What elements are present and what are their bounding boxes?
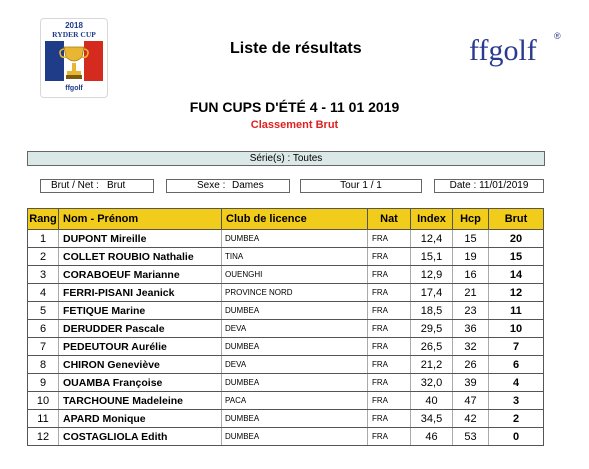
ffgolf-logo: ffgolf: [469, 34, 537, 67]
club-name: TINA: [222, 248, 368, 266]
hcp-value: 53: [453, 428, 489, 446]
index-value: 15,1: [411, 248, 453, 266]
nationality: FRA: [368, 230, 411, 248]
club-name: DUMBEA: [222, 428, 368, 446]
ryder-cup-logo: [40, 18, 108, 98]
table-row: [28, 338, 544, 356]
nationality: FRA: [368, 410, 411, 428]
index-value: 26,5: [411, 338, 453, 356]
club-name: DUMBEA: [222, 230, 368, 248]
club-name: PROVINCE NORD: [222, 284, 368, 302]
player-name: COLLET ROUBIO Nathalie: [59, 248, 222, 266]
player-name: PEDEUTOUR Aurélie: [59, 338, 222, 356]
nationality: FRA: [368, 428, 411, 446]
rank-cell: 8: [28, 356, 59, 374]
series-bar: Série(s) : Toutes: [27, 151, 545, 166]
table-row: [28, 266, 544, 284]
rank-cell: 6: [28, 320, 59, 338]
brut-score: 3: [489, 392, 544, 410]
logo-year: 2018: [65, 21, 83, 30]
brut-score: 0: [489, 428, 544, 446]
player-name: FERRI-PISANI Jeanick: [59, 284, 222, 302]
brut-net-label: Brut / Net :: [51, 180, 99, 191]
brut-net-value: Brut: [107, 180, 126, 191]
rank-cell: 2: [28, 248, 59, 266]
logo-sub: ffgolf: [65, 85, 83, 92]
nationality: FRA: [368, 320, 411, 338]
nationality: FRA: [368, 338, 411, 356]
hcp-value: 26: [453, 356, 489, 374]
sexe-label: Sexe :: [197, 180, 226, 191]
hcp-value: 23: [453, 302, 489, 320]
event-title: FUN CUPS D'ÉTÉ 4 - 11 01 2019: [189, 99, 400, 115]
nationality: FRA: [368, 374, 411, 392]
rank-cell: 12: [28, 428, 59, 446]
ranking-type: Classement Brut: [250, 119, 339, 131]
results-table: [27, 208, 544, 446]
index-value: 12,9: [411, 266, 453, 284]
nationality: FRA: [368, 392, 411, 410]
player-name: COSTAGLIOLA Edith: [59, 428, 222, 446]
index-value: 34,5: [411, 410, 453, 428]
club-name: OUENGHI: [222, 266, 368, 284]
index-value: 29,5: [411, 320, 453, 338]
col-rang: Rang: [28, 209, 59, 230]
tour-filter: [300, 179, 422, 193]
index-value: 17,4: [411, 284, 453, 302]
hcp-value: 16: [453, 266, 489, 284]
rank-cell: 10: [28, 392, 59, 410]
club-name: PACA: [222, 392, 368, 410]
table-row: [28, 284, 544, 302]
logo-name: RYDER CUP: [52, 30, 96, 39]
nationality: FRA: [368, 248, 411, 266]
table-header-row: [28, 209, 544, 230]
player-name: CHIRON Geneviève: [59, 356, 222, 374]
col-nom: Nom - Prénom: [59, 209, 222, 230]
brut-score: 2: [489, 410, 544, 428]
brut-score: 6: [489, 356, 544, 374]
brut-score: 15: [489, 248, 544, 266]
hcp-value: 21: [453, 284, 489, 302]
table-row: [28, 356, 544, 374]
tour-value: Tour 1 / 1: [340, 180, 382, 191]
nationality: FRA: [368, 356, 411, 374]
col-index: Index: [411, 209, 453, 230]
brut-score: 10: [489, 320, 544, 338]
hcp-value: 15: [453, 230, 489, 248]
player-name: OUAMBA Françoise: [59, 374, 222, 392]
brut-score: 11: [489, 302, 544, 320]
index-value: 21,2: [411, 356, 453, 374]
table-row: [28, 320, 544, 338]
rank-cell: 4: [28, 284, 59, 302]
rank-cell: 3: [28, 266, 59, 284]
table-row: [28, 230, 544, 248]
date-value: Date : 11/01/2019: [449, 180, 529, 191]
club-name: DUMBEA: [222, 410, 368, 428]
brut-score: 4: [489, 374, 544, 392]
col-nat: Nat: [368, 209, 411, 230]
player-name: DERUDDER Pascale: [59, 320, 222, 338]
hcp-value: 42: [453, 410, 489, 428]
rank-cell: 1: [28, 230, 59, 248]
club-name: DUMBEA: [222, 338, 368, 356]
hcp-value: 39: [453, 374, 489, 392]
document-title: Liste de résultats: [230, 40, 362, 57]
player-name: CORABOEUF Marianne: [59, 266, 222, 284]
index-value: 12,4: [411, 230, 453, 248]
club-name: DUMBEA: [222, 302, 368, 320]
hcp-value: 32: [453, 338, 489, 356]
col-brut: Brut: [489, 209, 544, 230]
rank-cell: 5: [28, 302, 59, 320]
col-hcp: Hcp: [453, 209, 489, 230]
table-row: [28, 428, 544, 446]
brut-score: 7: [489, 338, 544, 356]
trophy-icon: [45, 41, 103, 85]
nationality: FRA: [368, 302, 411, 320]
sexe-filter: [166, 179, 290, 193]
rank-cell: 9: [28, 374, 59, 392]
sexe-value: Dames: [232, 180, 264, 191]
index-value: 40: [411, 392, 453, 410]
hcp-value: 36: [453, 320, 489, 338]
nationality: FRA: [368, 284, 411, 302]
index-value: 18,5: [411, 302, 453, 320]
table-row: [28, 374, 544, 392]
brut-score: 12: [489, 284, 544, 302]
col-club: Club de licence: [222, 209, 368, 230]
player-name: DUPONT Mireille: [59, 230, 222, 248]
brut-net-filter: [40, 179, 154, 193]
brut-score: 14: [489, 266, 544, 284]
player-name: APARD Monique: [59, 410, 222, 428]
registered-mark: ®: [554, 31, 561, 41]
player-name: FETIQUE Marine: [59, 302, 222, 320]
nationality: FRA: [368, 266, 411, 284]
table-row: [28, 392, 544, 410]
index-value: 32,0: [411, 374, 453, 392]
hcp-value: 47: [453, 392, 489, 410]
brut-score: 20: [489, 230, 544, 248]
club-name: DEVA: [222, 356, 368, 374]
table-row: [28, 410, 544, 428]
hcp-value: 19: [453, 248, 489, 266]
rank-cell: 11: [28, 410, 59, 428]
rank-cell: 7: [28, 338, 59, 356]
table-row: [28, 248, 544, 266]
player-name: TARCHOUNE Madeleine: [59, 392, 222, 410]
club-name: DEVA: [222, 320, 368, 338]
date-filter: [434, 179, 544, 193]
table-row: [28, 302, 544, 320]
club-name: DUMBEA: [222, 374, 368, 392]
index-value: 46: [411, 428, 453, 446]
